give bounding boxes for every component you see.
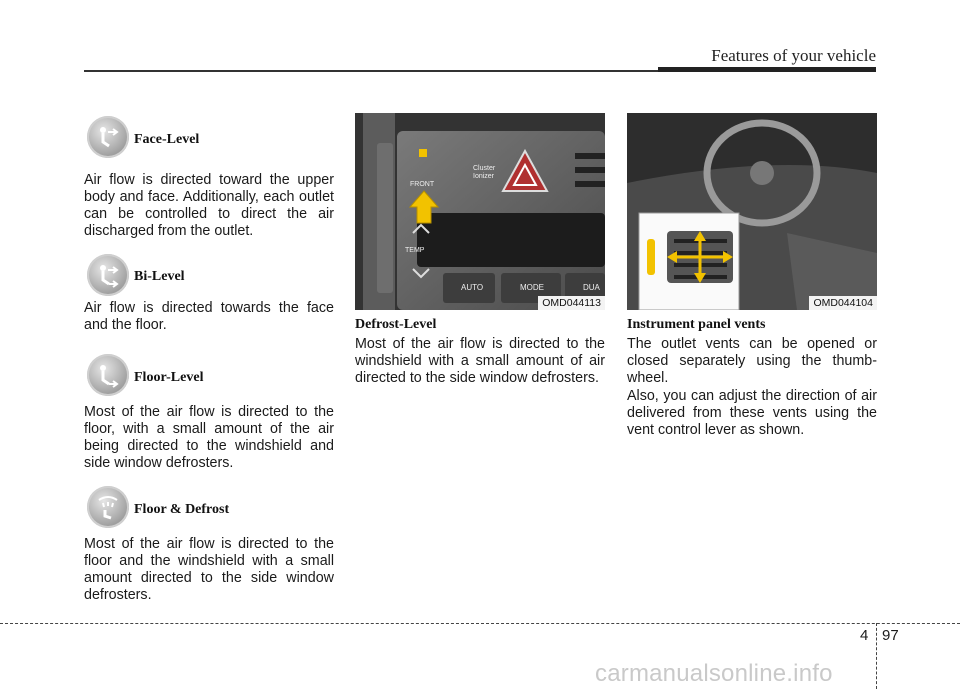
chapter-number: 4 (860, 627, 869, 644)
panel-front-label: FRONT (410, 181, 435, 188)
running-header: Features of your vehicle (711, 46, 876, 65)
mode-label-bi-level: Bi-Level (134, 269, 185, 284)
panel-cluster-text: Cluster (473, 165, 496, 172)
instrument-vents-para-1: The outlet vents can be opened or closed separately using the thumb-wheel. (627, 336, 877, 386)
instrument-vents-para-2: Also, you can adjust the direction of air delivered from these vents using the vent control lever as shown. (627, 388, 877, 438)
defrost-level-title: Defrost-Level (355, 317, 437, 332)
footer-rule (0, 623, 960, 624)
mode-text-face-level: Air flow is directed toward the upper body and face. Additionally, each outlet can be controlled to direct the air discharged from the outlet. (84, 172, 334, 239)
floor-level-icon (87, 354, 129, 396)
floor-defrost-icon (87, 486, 129, 528)
photo-id-omd044113: OMD044113 (538, 296, 605, 310)
panel-auto-label: AUTO (461, 283, 484, 292)
mode-label-face-level: Face-Level (134, 132, 200, 147)
panel-mode-label: MODE (520, 283, 544, 292)
mode-label-floor-level: Floor-Level (134, 370, 204, 385)
mode-text-bi-level: Air flow is directed towards the face and the floor. (84, 300, 334, 333)
footer-divider (876, 623, 877, 689)
panel-ionizer-text: Ionizer (473, 173, 495, 180)
page-number: 97 (882, 627, 899, 644)
header-rule-accent (658, 67, 876, 72)
mode-text-floor-level: Most of the air flow is directed to the floor, with a small amount of the air being directed to the windshield and side window defrosters. (84, 404, 334, 471)
instrument-vents-photo (627, 113, 877, 310)
watermark: carmanualsonline.info (595, 660, 833, 687)
panel-temp-label: TEMP (405, 247, 425, 254)
panel-dual-label: DUA (583, 283, 600, 292)
instrument-vents-title: Instrument panel vents (627, 317, 766, 332)
panel-cluster-label (473, 165, 495, 181)
photo-id-omd044104: OMD044104 (809, 296, 877, 310)
defrost-level-text: Most of the air flow is directed to the windshield with a small amount of air directed to the side window defrosters. (355, 336, 605, 386)
mode-text-floor-defrost: Most of the air flow is directed to the floor and the windshield with a small amount directed to the side window defrosters. (84, 536, 334, 603)
mode-label-floor-defrost: Floor & Defrost (134, 502, 230, 517)
face-level-icon (87, 116, 129, 158)
climate-panel-photo (355, 113, 605, 310)
bi-level-icon (87, 254, 129, 296)
